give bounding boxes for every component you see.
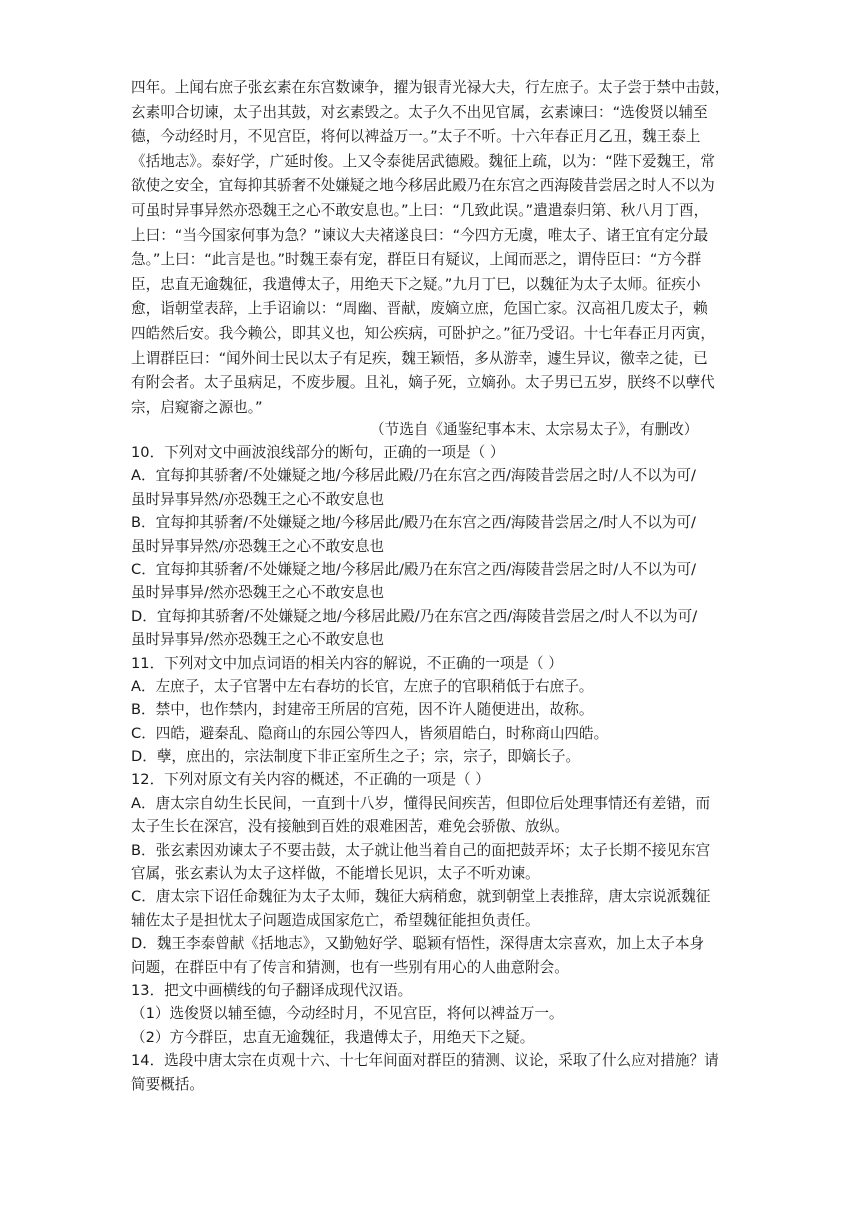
question-line: B．宜每抑其骄奢/不处嫌疑之地/今移居此/殿乃在东宫之西/海陵昔尝居之/时人不以为可/ [131, 514, 696, 532]
passage-line: 《括地志》。泰好学，广延时俊。上又令泰徙居武德殿。魏征上疏，以为：“陛下爱魏王，常 [131, 152, 716, 170]
question-line: 虽时异事异/然亦恐魏王之心不敢安息也 [131, 584, 385, 602]
passage-line: 臣，忠直无逾魏征，我遣傅太子，用绝天下之疑。”九月丁巳，以魏征为太子太师。征疾小 [131, 275, 701, 293]
question-line: C．四皓，避秦乱、隐商山的东园公等四人，皆须眉皓白，时称商山四皓。 [131, 724, 609, 742]
question-line: 虽时异事异然/亦恐魏王之心不敢安息也 [131, 537, 385, 555]
question-line: 虽时异事异/然亦恐魏王之心不敢安息也 [131, 631, 385, 649]
question-line: A．左庶子，太子官署中左右春坊的长官，左庶子的官职稍低于右庶子。 [131, 677, 594, 695]
classical-chinese-passage [131, 76, 731, 420]
question-line: 官属，张玄素认为太子这样做，不能增长见识，太子不听劝谏。 [131, 865, 540, 883]
passage-line: 四皓然后安。我今赖公，即其义也，知公疾病，可卧护之。”征乃受诏。十七年春正月丙寅， [131, 324, 716, 342]
question-line: 13．把文中画横线的句子翻译成现代汉语。 [131, 981, 413, 999]
question-line: （2）方今群臣，忠直无逾魏征，我遣傅太子，用绝天下之疑。 [131, 1028, 535, 1046]
passage-line: 玄素叩合切谏，太子出其鼓，对玄素毁之。太子久不出见官属，玄素谏曰：“选俊贤以辅至 [131, 103, 708, 121]
passage-line: 上曰：“当今国家何事为急？”谏议大夫褚遂良曰：“今四方无虞，唯太子、诸王宜有定分最 [131, 226, 709, 244]
passage-line: 欲使之安全，宜每抑其骄奢不处嫌疑之地今移居此殿乃在东宫之西海陵昔尝居之时人不以为 [131, 177, 715, 195]
question-line: 10．下列对文中画波浪线部分的断句，正确的一项是（ ） [131, 444, 505, 461]
question-line: 12．下列对原文有关内容的概述，不正确的一项是（ ） [131, 771, 490, 789]
question-line: D．宜每抑其骄奢/不处嫌疑之地/今移居此殿/乃在东宫之西/海陵昔尝居之/时人不以为可/ [131, 607, 698, 625]
question-section [131, 441, 736, 1096]
passage-line: 德，今动经时月，不见宫臣，将何以裨益万一。”太子不听。十六年春正月乙丑，魏王泰上 [131, 128, 701, 146]
question-line: 问题，在群臣中有了传言和猜测，也有一些别有用心的人曲意附会。 [131, 958, 569, 976]
question-line: 11．下列对文中加点词语的相关内容的解说，不正确的一项是（ ） [131, 654, 563, 672]
question-line: B．张玄素因劝谏太子不要击鼓，太子就让他当着自己的面把鼓弄坏；太子长期不接见东宫 [131, 841, 711, 859]
passage-line: 急。”上曰：“此言是也。”时魏王泰有宠，群臣日有疑议，上闻而恶之，谓侍臣曰：“方今群 [131, 251, 702, 269]
question-line: 虽时异事异然/亦恐魏王之心不敢安息也 [131, 490, 385, 508]
question-line: C．唐太宗下诏任命魏征为太子太师，魏征大病稍愈，就到朝堂上表推辞，唐太宗说派魏征 [131, 888, 711, 906]
question-line: B．禁中，也作禁内，封建帝王所居的宫苑，因不许人随便进出，故称。 [131, 701, 594, 719]
question-line: A．唐太宗自幼生长民间，一直到十八岁，懂得民间疾苦，但即位后处理事情还有差错，而 [131, 794, 711, 812]
question-line: 简要概括。 [131, 1075, 204, 1093]
question-line: D．魏王李泰曾献《括地志》，又勤勉好学、聪颖有悟性，深得唐太宗喜欢，加上太子本身 [131, 935, 705, 953]
question-line: D．孽，庶出的，宗法制度下非正室所生之子；宗，宗子，即嫡长子。 [131, 748, 581, 766]
question-line: C．宜每抑其骄奢/不处嫌疑之地/今移居此/殿乃在东宫之西/海陵昔尝居之时/人不以为可/ [131, 560, 697, 578]
passage-line: 上谓群臣曰：“闻外间士民以太子有足疾，魏王颖悟，多从游幸，遽生异议，徼幸之徒，已 [131, 349, 708, 367]
passage-line: 有附会者。太子虽病足，不废步履。且礼，嫡子死，立嫡孙。太子男已五岁，朕终不以孽代 [131, 374, 715, 392]
question-line: 辅佐太子是担忧太子问题造成国家危亡，希望魏征能担负责任。 [131, 911, 540, 929]
passage-line: 可虽时异事异然亦恐魏王之心不敢安息也。”上曰：“几致此误。”遣遣泰归第、秋八月丁酉， [131, 201, 709, 219]
question-line: 14．选段中唐太宗在贞观十六、十七年间面对群臣的猜测、议论，采取了什么应对措施？请 [131, 1052, 719, 1070]
passage-line: 愈，诣朝堂表辞，上手诏谕以：“周幽、晋献，废嫡立庶，危国亡家。汉高祖几废太子，赖 [131, 300, 708, 318]
passage-line: 宗，启窥窬之源也。” [131, 398, 263, 416]
question-line: （1）选俊贤以辅至德，今动经时月，不见宫臣，将何以裨益万一。 [131, 1005, 564, 1023]
question-line: A．宜每抑其骄奢/不处嫌疑之地/今移居此殿/乃在东宫之西/海陵昔尝居之时/人不以为可/ [131, 467, 696, 485]
question-line: 太子生长在深宫，没有接触到百姓的艰难困苦，难免会骄傲、放纵。 [131, 818, 569, 836]
passage-line: 四年。上闻右庶子张玄素在东宫数谏争，擢为银青光禄大夫，行左庶子。太子尝于禁中击鼓， [131, 79, 730, 96]
source-citation: （节选自《通鉴纪事本末、太宗易太子》，有删改） [370, 421, 699, 438]
